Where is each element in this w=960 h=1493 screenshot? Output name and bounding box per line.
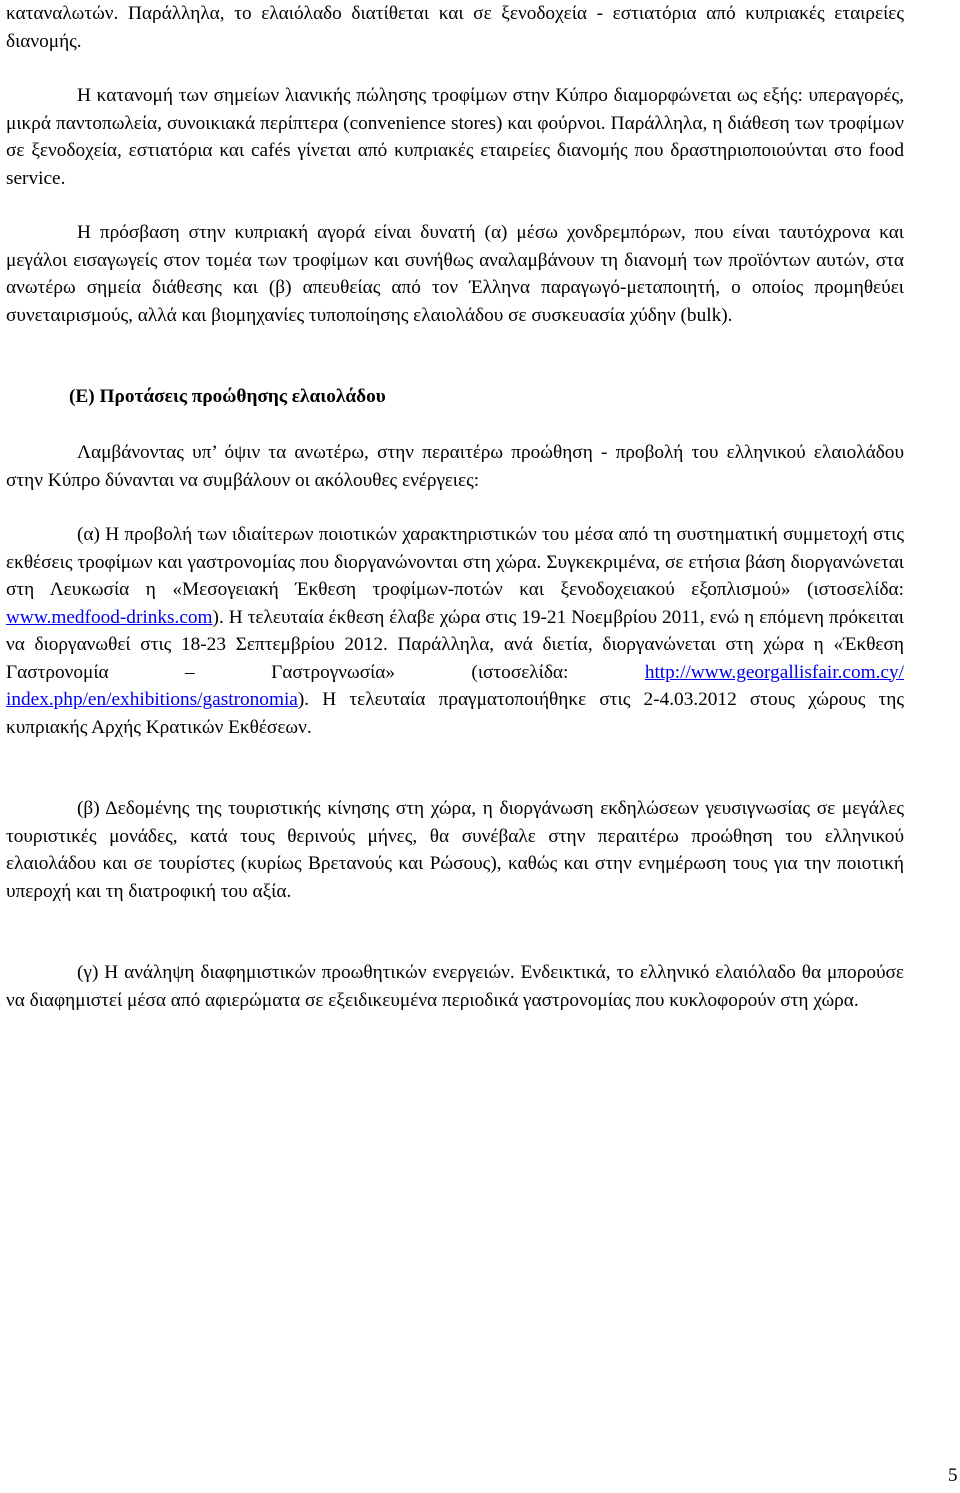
page-number: 5	[948, 1465, 958, 1486]
proposal-a-text-1: (α) Η προβολή των ιδιαίτερων ποιοτικών χαρακτηριστικών του μέσα από τη συστηματική συμμετοχή στις εκθέσεις τροφίμων και γαστρονομίας που διοργανώνονται στη χώρα. Συγκεκριμένα, σε ετήσια βάση διοργανώνεται στη Λευκωσία η «Μεσογειακή Έκθεση τροφίμων-ποτών και ξενοδοχειακού εξοπλισμού» (ιστοσελίδα:	[6, 524, 904, 600]
paragraph-proposal-c: (γ) Η ανάληψη διαφημιστικών προωθητικών ενεργειών. Ενδεικτικά, το ελληνικό ελαιόλαδο θα μπορούσε να διαφημιστεί μέσα από αφιερώματα σε εξειδικευμένα περιοδικά γαστρονομίας που κυκλοφορούν στη χώρα.	[6, 962, 904, 1011]
proposal-a-text-2: ). Η τελευταία έκθεση έλαβε χώρα στις 19-21 Νοεμβρίου 2011, ενώ η επόμενη πρόκειται να διοργανωθεί στις 18-23 Σεπτεμβρίου 2012. Παράλληλα, ανά διετία, διοργανώνεται στη χώρα η «Έκθεση Γαστρονομία – Γαστρογνωσία» (ιστοσελίδα:	[6, 606, 904, 683]
proposal-a-text-3: ). Η τελευταία πραγματοποιήθηκε στις 2-4.03.2012 στους χώρους της κυπριακής Αρχής Κρατικών Εκθέσεων.	[6, 689, 904, 738]
paragraph-retail-points: Η κατανομή των σημείων λιανικής πώλησης τροφίμων στην Κύπρο διαμορφώνεται ως εξής: υπεραγορές, μικρά παντοπωλεία, συνοικιακά περίπτερα (convenience stores) και φούρνοι. Παράλληλα, η διάθεση των τροφίμων σε ξενοδοχεία, εστιατόρια και cafés γίνεται από κυπριακές εταιρείες διανομής που δραστηριοποιούνται στο food service.	[6, 85, 904, 189]
paragraph-proposal-b: (β) Δεδομένης της τουριστικής κίνησης στη χώρα, η διοργάνωση εκδηλώσεων γευσιγνωσίας σε μεγάλες τουριστικές μονάδες, κατά τους θερινούς μήνες, θα συνέβαλε στην περαιτέρω προώθηση του ελληνικού ελαιολάδου και σε τουρίστες (κυρίως Βρετανούς και Ρώσους), καθώς και στην ενημέρωση τους για την ποιοτική υπεροχή και τη διατροφική του αξία.	[6, 798, 904, 902]
medfood-link[interactable]: www.medfood-drinks.com	[6, 606, 213, 628]
paragraph-distribution-intro: καταναλωτών. Παράλληλα, το ελαιόλαδο διατίθεται και σε ξενοδοχεία - εστιατόρια από κυπριακές εταιρείες διανομής.	[6, 3, 904, 52]
section-heading: (Ε) Προτάσεις προώθησης ελαιολάδου	[69, 386, 386, 407]
paragraph-market-access: Η πρόσβαση στην κυπριακή αγορά είναι δυνατή (α) μέσω χονδρεμπόρων, που είναι ταυτόχρονα και μεγάλοι εισαγωγείς στον τομέα των τροφίμων και συνήθως αναλαμβάνουν τη διανομή των προϊόντων αυτών, στα ανωτέρω σημεία διάθεσης και (β) απευθείας από τον Έλληνα παραγωγό-μεταποιητή, ο οποίος προμηθεύει συνεταιρισμούς, αλλά και βιομηχανίες τυποποίησης ελαιολάδου σε συσκευασία χύδην (bulk).	[6, 222, 904, 326]
georgallisfair-link[interactable]: http://www.georgallisfair.com.cy/ index.php/en/exhibitions/gastronomia	[6, 661, 904, 710]
paragraph-proposals-intro: Λαμβάνοντας υπ’ όψιν τα ανωτέρω, στην περαιτέρω προώθηση - προβολή του ελληνικού ελαιολάδου στην Κύπρο δύνανται να συμβάλουν οι ακόλουθες ενέργειες:	[6, 442, 904, 491]
paragraph-proposal-a	[6, 521, 904, 741]
